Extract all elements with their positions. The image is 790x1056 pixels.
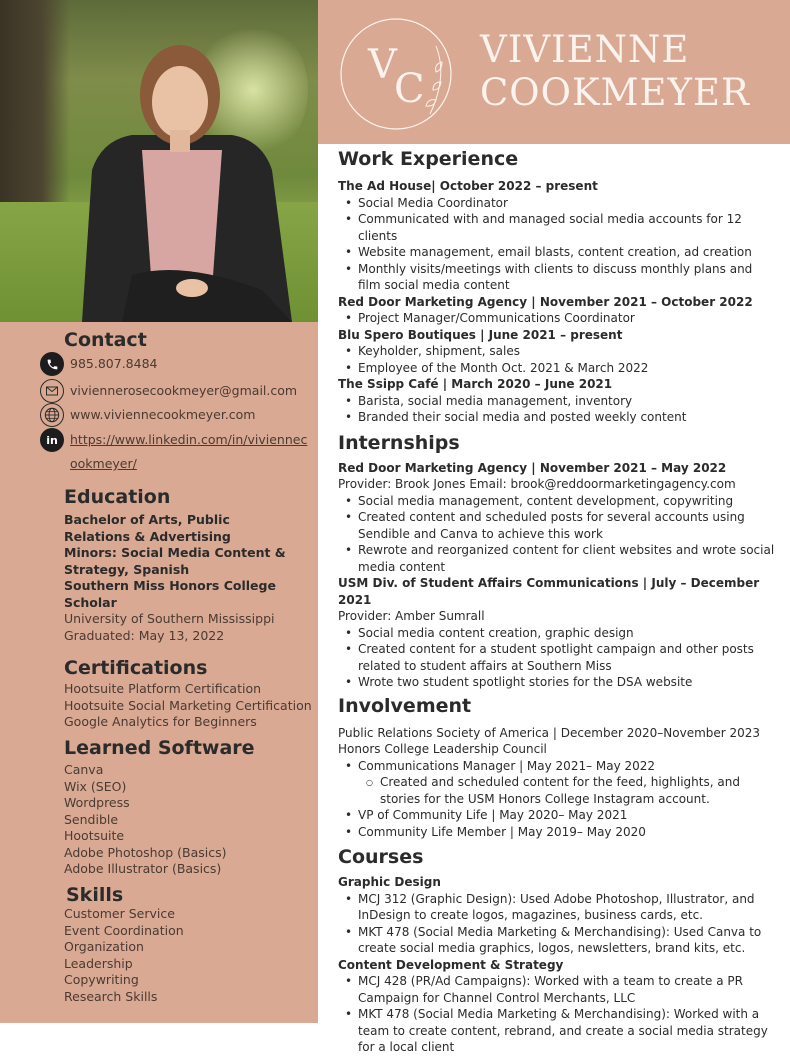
name-line-2: COOKMEYER — [480, 71, 750, 114]
skill-item: Leadership — [64, 955, 133, 971]
internship-bullet: • Wrote two student spotlight stories for the DSA website — [338, 674, 778, 691]
linkedin-link[interactable] — [70, 428, 307, 476]
work-heading: Work Experience — [338, 148, 519, 170]
software-list — [64, 762, 227, 878]
job-bullets — [338, 343, 778, 376]
email-icon — [40, 379, 64, 403]
software-item: Wordpress — [64, 795, 130, 810]
linkedin-icon: in — [40, 428, 64, 452]
skill-item: Copywriting — [64, 972, 139, 987]
contact-website-row — [40, 403, 256, 427]
email-link[interactable]: viviennerosecookmeyer@gmail.com — [70, 383, 298, 398]
software-item: Hootsuite — [64, 828, 125, 843]
job-title: Blu Spero Boutiques | June 2021 – present — [338, 327, 623, 342]
involvement-bullets — [338, 807, 778, 840]
phone-icon — [40, 352, 64, 376]
internship-bullets — [338, 625, 778, 691]
software-item: Canva — [64, 762, 104, 777]
internship-bullet: • Rewrote and reorganized content for client websites and wrote social media content — [338, 542, 778, 575]
internship-bullet: • Social media content creation, graphic design — [338, 625, 778, 642]
education-line: Southern Miss Honors College — [64, 578, 276, 593]
contact-linkedin-row — [40, 428, 307, 476]
person-illustration — [62, 20, 302, 322]
education-graduated: Graduated: May 13, 2022 — [64, 627, 225, 643]
contact-phone-row — [40, 352, 157, 376]
education-line: Relations & Advertising — [64, 528, 231, 544]
job-bullets — [338, 310, 778, 327]
job-bullets — [338, 393, 778, 426]
internships-heading: Internships — [338, 431, 460, 454]
person-name — [480, 28, 750, 114]
certification-item: Hootsuite Social Marketing Certification — [64, 697, 312, 713]
profile-photo — [0, 0, 318, 322]
job-bullet: • Project Manager/Communications Coordinator — [338, 310, 778, 327]
job-title: The Ssipp Café | March 2020 – June 2021 — [338, 377, 613, 391]
course-bullet: • MKT 478 (Social Media Marketing & Merchandising): Worked with a team to create content, rebrand, and create a social media strategy for a local client — [338, 1006, 778, 1056]
skills-heading: Skills — [66, 884, 124, 906]
main-content — [338, 148, 778, 1056]
involvement-bullets — [338, 758, 778, 775]
internship-provider: Provider: Brook Jones Email: brook@reddoormarketingagency.com — [338, 477, 736, 491]
internship-bullet: • Created content for a student spotlight campaign and other posts related to student affairs at Southern Miss — [338, 641, 778, 674]
name-line-1: VIVIENNE — [480, 28, 690, 71]
software-item: Wix (SEO) — [64, 778, 127, 794]
involvement-heading: Involvement — [338, 694, 472, 717]
job-bullets — [338, 195, 778, 294]
job-title: Red Door Marketing Agency | November 2021 – October 2022 — [338, 294, 753, 309]
phone-number[interactable]: 985.807.8484 — [70, 356, 158, 371]
course-bullet: • MCJ 312 (Graphic Design): Used Adobe Photoshop, Illustrator, and InDesign to create logos, magazines, business cards, etc. — [338, 891, 778, 924]
job-bullet: • Website management, email blasts, content creation, ad creation — [338, 244, 778, 261]
education-list — [64, 512, 286, 644]
internship-provider: Provider: Amber Sumrall — [338, 609, 485, 623]
involvement-bullet: • VP of Community Life | May 2020– May 2021 — [338, 807, 778, 824]
contact-heading: Contact — [64, 329, 147, 351]
education-line: Scholar — [64, 594, 117, 610]
skill-item: Event Coordination — [64, 922, 184, 938]
involvement-line: Public Relations Society of America | December 2020–November 2023 — [338, 725, 761, 740]
software-heading: Learned Software — [64, 737, 255, 759]
software-item: Adobe Illustrator (Basics) — [64, 861, 222, 876]
website-link[interactable]: www.viviennecookmeyer.com — [70, 407, 256, 422]
internship-bullets — [338, 493, 778, 576]
courses-heading: Courses — [338, 846, 424, 868]
education-line: Minors: Social Media Content & — [64, 545, 286, 560]
monogram-c: C — [394, 66, 425, 112]
globe-icon — [40, 403, 64, 427]
involvement-bullet: • Community Life Member | May 2019– May 2020 — [338, 824, 778, 841]
course-group-title: Content Development & Strategy — [338, 957, 564, 972]
job-bullet: • Communicated with and managed social media accounts for 12 clients — [338, 211, 778, 244]
involvement-sub-bullets — [338, 774, 778, 807]
education-heading: Education — [64, 486, 171, 508]
skill-item: Research Skills — [64, 988, 158, 1004]
job-bullet: • Keyholder, shipment, sales — [338, 343, 778, 360]
course-bullet: • MKT 478 (Social Media Marketing & Merchandising): Used Canva to create social media graphics, logos, newsletters, brand kits, etc. — [338, 924, 778, 957]
monogram-logo — [338, 16, 454, 132]
certification-item: Hootsuite Platform Certification — [64, 681, 262, 696]
education-line: Strategy, Spanish — [64, 561, 190, 577]
certification-item: Google Analytics for Beginners — [64, 714, 257, 729]
certifications-heading: Certifications — [64, 657, 208, 679]
involvement-sub-bullet: ○ Created and scheduled content for the feed, highlights, and stories for the USM Honors College Instagram account. — [338, 774, 778, 807]
job-bullet: • Employee of the Month Oct. 2021 & March 2022 — [338, 360, 778, 377]
involvement-bullet: • Communications Manager | May 2021– May 2022 — [338, 758, 778, 775]
internship-title: USM Div. of Student Affairs Communications | July – December 2021 — [338, 576, 760, 607]
job-bullet: • Monthly visits/meetings with clients to discuss monthly plans and film social media content — [338, 261, 778, 294]
education-school: University of Southern Mississippi — [64, 611, 275, 626]
linkedin-line-1[interactable]: https://www.linkedin.com/in/viviennec — [70, 432, 308, 447]
internship-title: Red Door Marketing Agency | November 2021 – May 2022 — [338, 460, 727, 475]
linkedin-line-2[interactable]: ookmeyer/ — [70, 456, 137, 471]
course-bullets — [338, 891, 778, 957]
job-title: The Ad House| October 2022 – present — [338, 179, 598, 193]
job-bullet: • Branded their social media and posted weekly content — [338, 409, 778, 426]
course-group-title: Graphic Design — [338, 875, 441, 889]
internship-bullet: • Created content and scheduled posts for several accounts using Sendible and Canva to achieve this work — [338, 509, 778, 542]
software-item: Sendible — [64, 811, 119, 827]
skill-item: Organization — [64, 939, 144, 954]
skill-item: Customer Service — [64, 906, 175, 921]
skills-list — [64, 906, 184, 1005]
job-bullet: • Social Media Coordinator — [338, 195, 778, 212]
monogram-v: V — [368, 42, 397, 88]
job-bullet: • Barista, social media management, inventory — [338, 393, 778, 410]
internship-bullet: • Social media management, content development, copywriting — [338, 493, 778, 510]
contact-email-row — [40, 379, 297, 403]
software-item: Adobe Photoshop (Basics) — [64, 844, 227, 860]
education-line: Bachelor of Arts, Public — [64, 512, 230, 527]
certifications-list — [64, 681, 312, 731]
course-bullets — [338, 973, 778, 1056]
involvement-line: Honors College Leadership Council — [338, 742, 547, 756]
course-bullet: • MCJ 428 (PR/Ad Campaigns): Worked with a team to create a PR Campaign for Channel Control Merchants, LLC — [338, 973, 778, 1006]
